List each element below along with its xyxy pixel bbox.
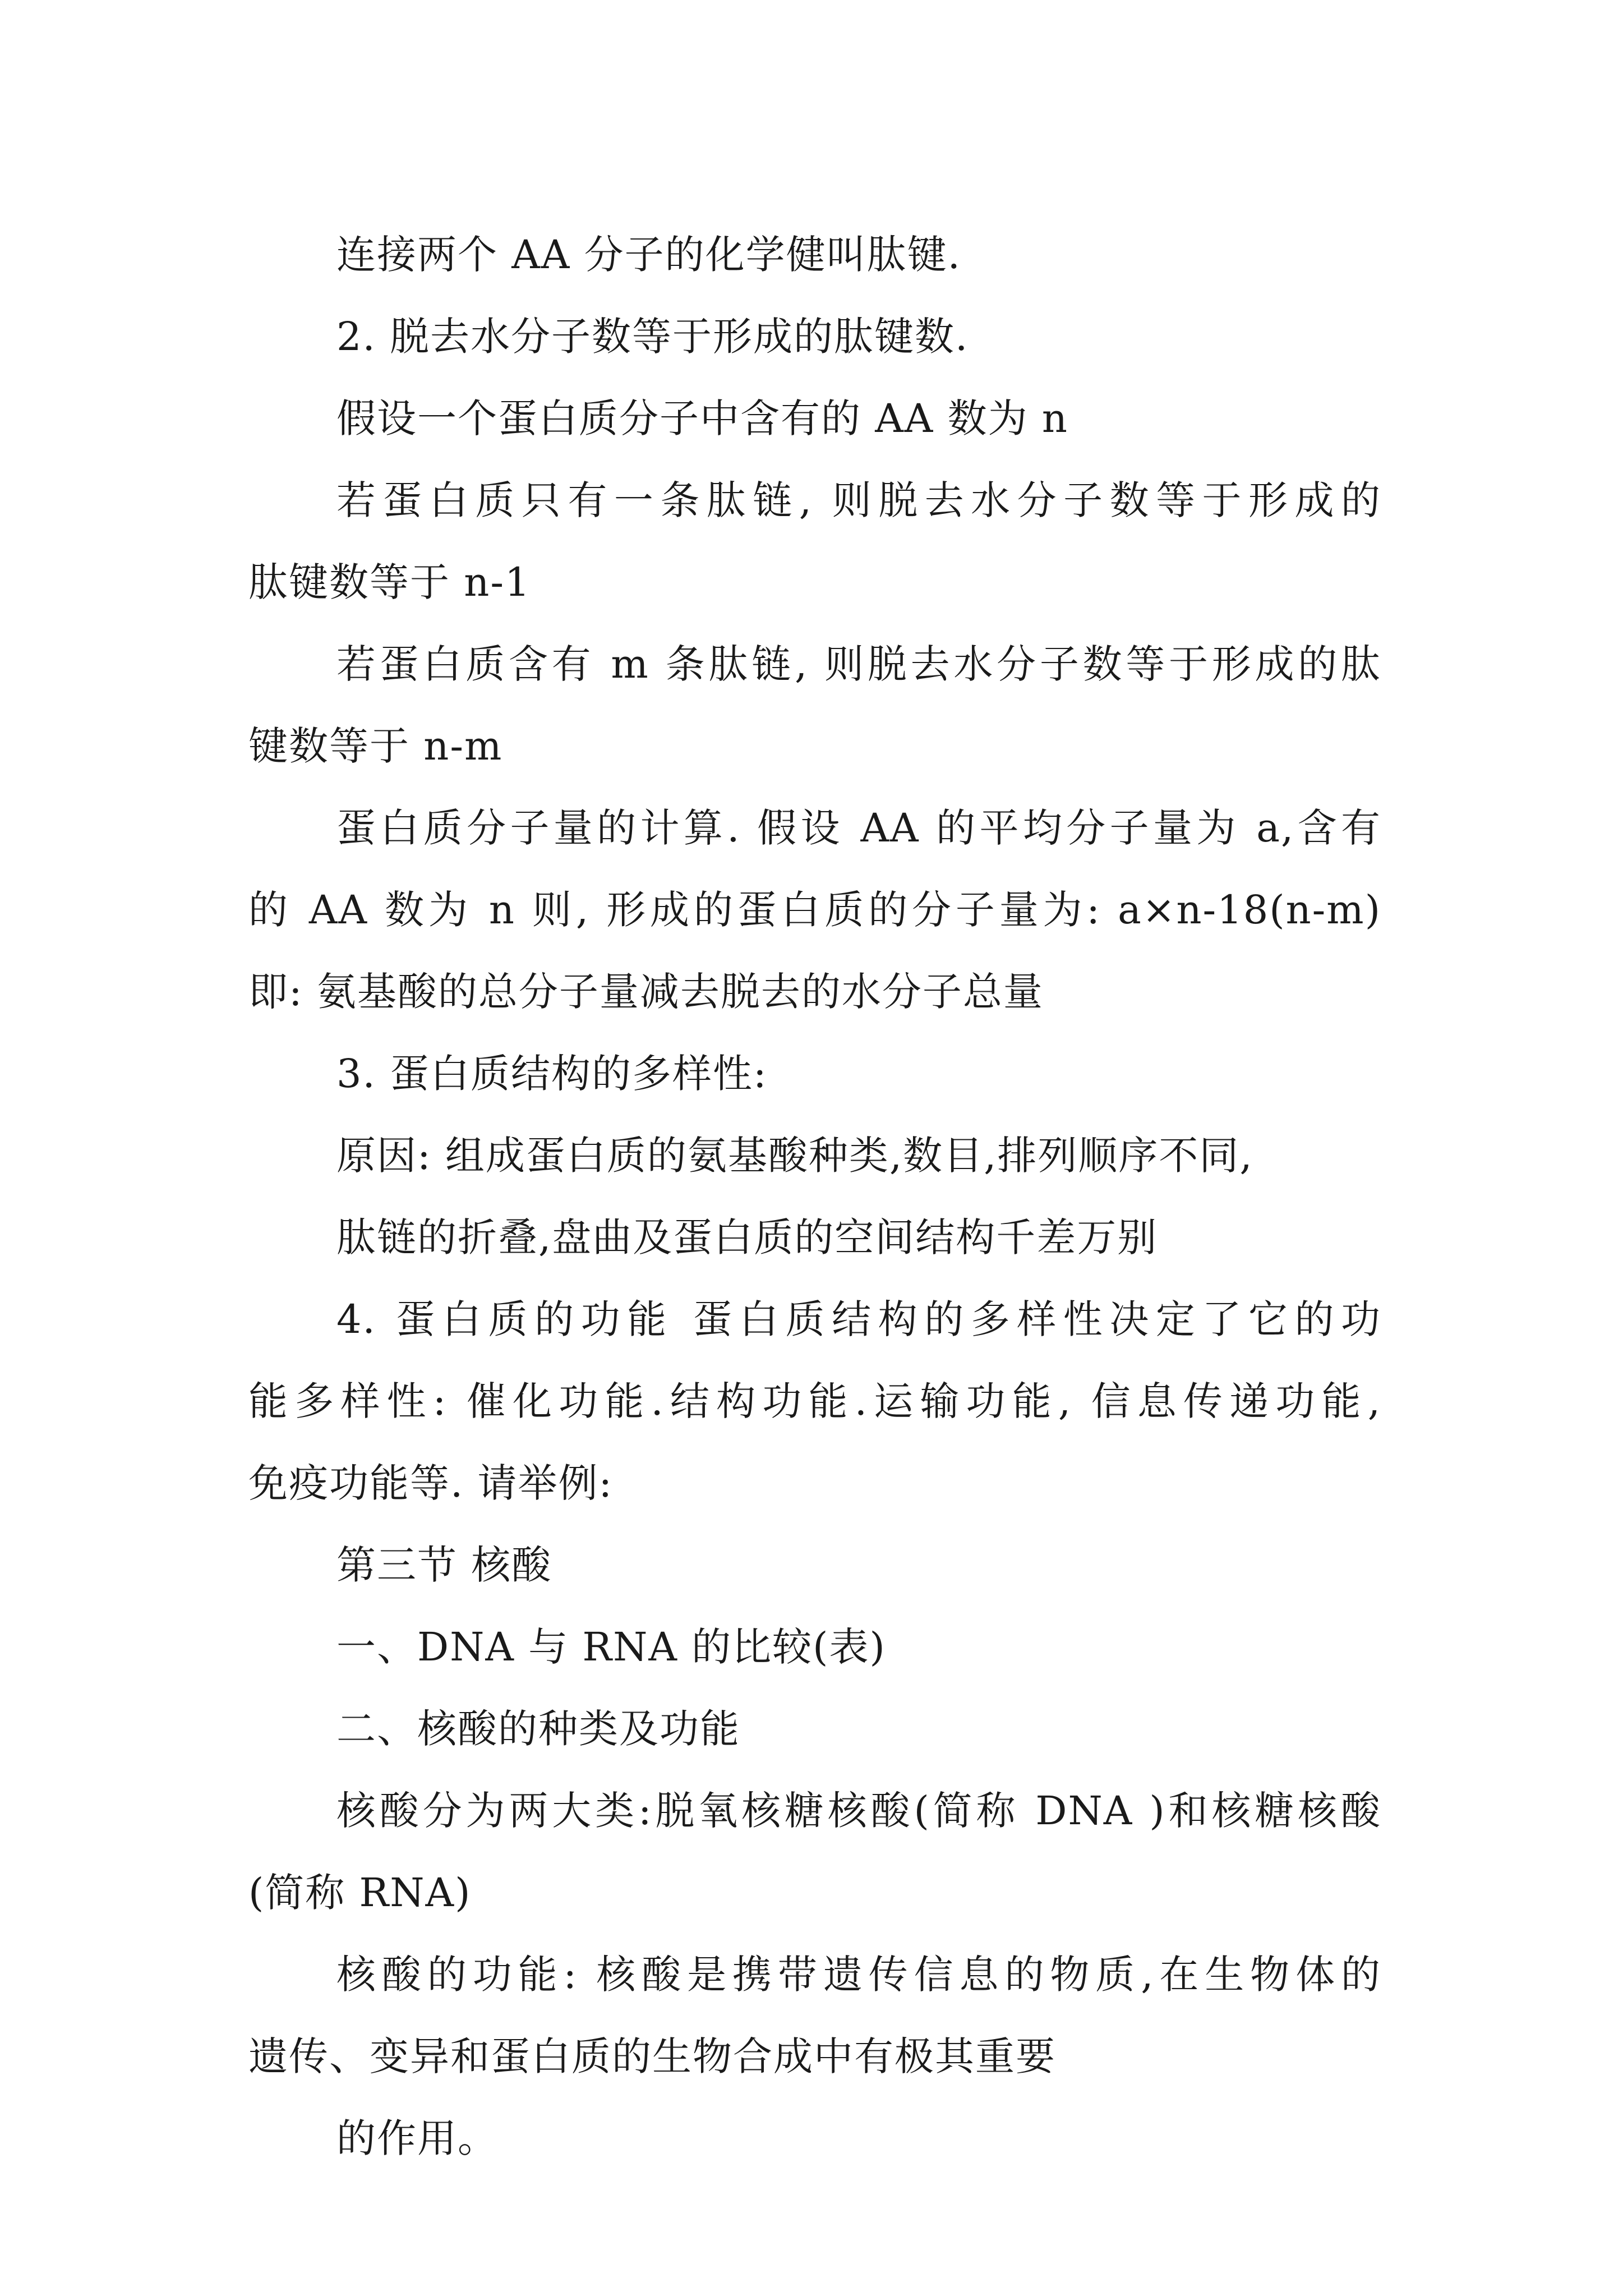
text-line: 能多样性: 催化功能.结构功能.运输功能, 信息传递功能, <box>248 1378 1381 1424</box>
text-line: 核酸的功能: 核酸是携带遗传信息的物质,在生物体的 <box>336 1952 1381 1998</box>
text-line: 一、DNA 与 RNA 的比较(表) <box>336 1624 886 1670</box>
text-line: 即: 氨基酸的总分子量减去脱去的水分子总量 <box>248 969 1044 1015</box>
text-line: 原因: 组成蛋白质的氨基酸种类,数目,排列顺序不同, <box>336 1133 1253 1179</box>
text-line: 若蛋白质含有 m 条肽链, 则脱去水分子数等于形成的肽 <box>336 641 1381 687</box>
text-line: 免疫功能等. 请举例: <box>248 1460 614 1506</box>
text-line: 4. 蛋白质的功能 蛋白质结构的多样性决定了它的功 <box>336 1296 1381 1342</box>
text-line: 核酸分为两大类:脱氧核糖核酸(简称 DNA )和核糖核酸 <box>336 1788 1381 1834</box>
document-body <box>248 214 1381 2179</box>
text-line: 的 AA 数为 n 则, 形成的蛋白质的分子量为: a×n-18(n-m) <box>248 887 1381 933</box>
text-line: 蛋白质分子量的计算. 假设 AA 的平均分子量为 a,含有 <box>336 805 1381 851</box>
text-line: 3. 蛋白质结构的多样性: <box>336 1051 768 1097</box>
text-line: 假设一个蛋白质分子中含有的 AA 数为 n <box>336 395 1068 441</box>
text-line: 二、核酸的种类及功能 <box>336 1706 740 1752</box>
text-line: 遗传、变异和蛋白质的生物合成中有极其重要 <box>248 2033 1056 2079</box>
text-line: 2. 脱去水分子数等于形成的肽键数. <box>336 314 969 360</box>
text-line: 肽链的折叠,盘曲及蛋白质的空间结构千差万别 <box>336 1214 1158 1260</box>
text-line: 若蛋白质只有一条肽链, 则脱去水分子数等于形成的 <box>336 477 1381 523</box>
text-line: 的作用。 <box>336 2115 498 2161</box>
text-line: (简称 RNA) <box>248 1870 472 1916</box>
text-line: 肽键数等于 n-1 <box>248 559 531 605</box>
section-heading: 第三节 核酸 <box>336 1542 552 1588</box>
text-line: 连接两个 AA 分子的化学健叫肽键. <box>336 232 961 278</box>
text-line: 键数等于 n-m <box>248 723 503 769</box>
